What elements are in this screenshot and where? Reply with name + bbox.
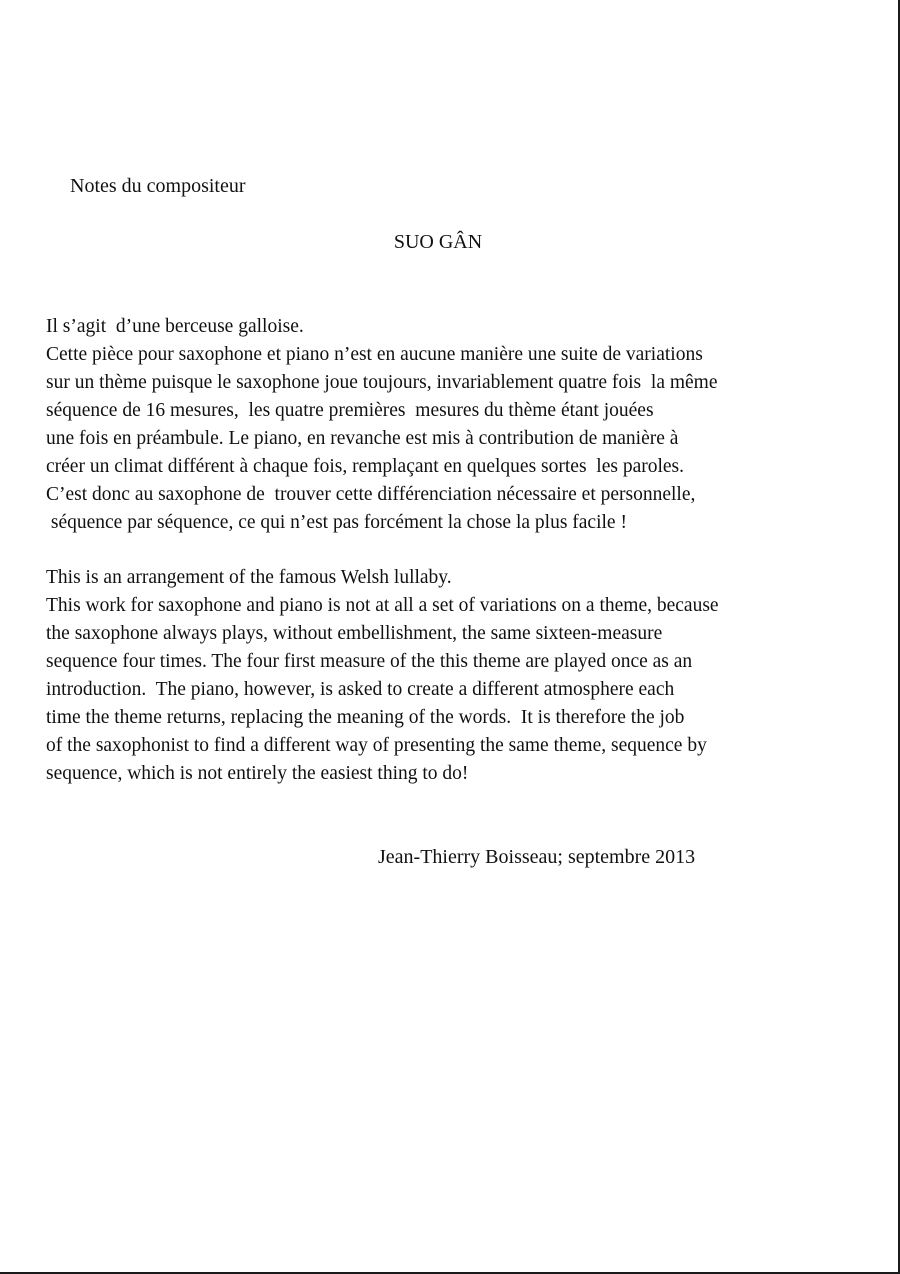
english-paragraph (46, 564, 886, 788)
paragraph-line: Cette pièce pour saxophone et piano n’est en aucune manière une suite de variations (46, 344, 703, 365)
paragraph-line: This work for saxophone and piano is not at all a set of variations on a theme, because (46, 595, 719, 616)
page-title: SUO GÂN (393, 231, 483, 253)
paragraph-line: sequence four times. The four first measure of the this theme are played once as an (46, 651, 693, 672)
french-paragraph (46, 313, 886, 537)
notes-heading: Notes du compositeur (70, 175, 246, 197)
paragraph-line: créer un climat différent à chaque fois, remplaçant en quelques sortes les paroles. (46, 456, 685, 477)
paragraph-line: This is an arrangement of the famous Welsh lullaby. (46, 567, 452, 588)
paragraph-line: une fois en préambule. Le piano, en revanche est mis à contribution de manière à (46, 428, 679, 449)
paragraph-line: Il s’agit d’une berceuse galloise. (46, 316, 304, 337)
paragraph-line: of the saxophonist to find a different way of presenting the same theme, sequence by (46, 735, 707, 756)
paragraph-line: sur un thème puisque le saxophone joue toujours, invariablement quatre fois la même (46, 372, 718, 393)
paragraph-line: the saxophone always plays, without embellishment, the same sixteen-measure (46, 623, 663, 644)
paragraph-line: introduction. The piano, however, is asked to create a different atmosphere each (46, 679, 675, 700)
paragraph-line: séquence par séquence, ce qui n’est pas forcément la chose la plus facile ! (46, 512, 627, 533)
paragraph-line: sequence, which is not entirely the easiest thing to do! (46, 763, 469, 784)
signature: Jean-Thierry Boisseau; septembre 2013 (378, 846, 696, 868)
paragraph-line: time the theme returns, replacing the meaning of the words. It is therefore the job (46, 707, 685, 728)
paragraph-line: séquence de 16 mesures, les quatre premières mesures du thème étant jouées (46, 400, 654, 421)
paragraph-line: C’est donc au saxophone de trouver cette différenciation nécessaire et personnelle, (46, 484, 696, 505)
